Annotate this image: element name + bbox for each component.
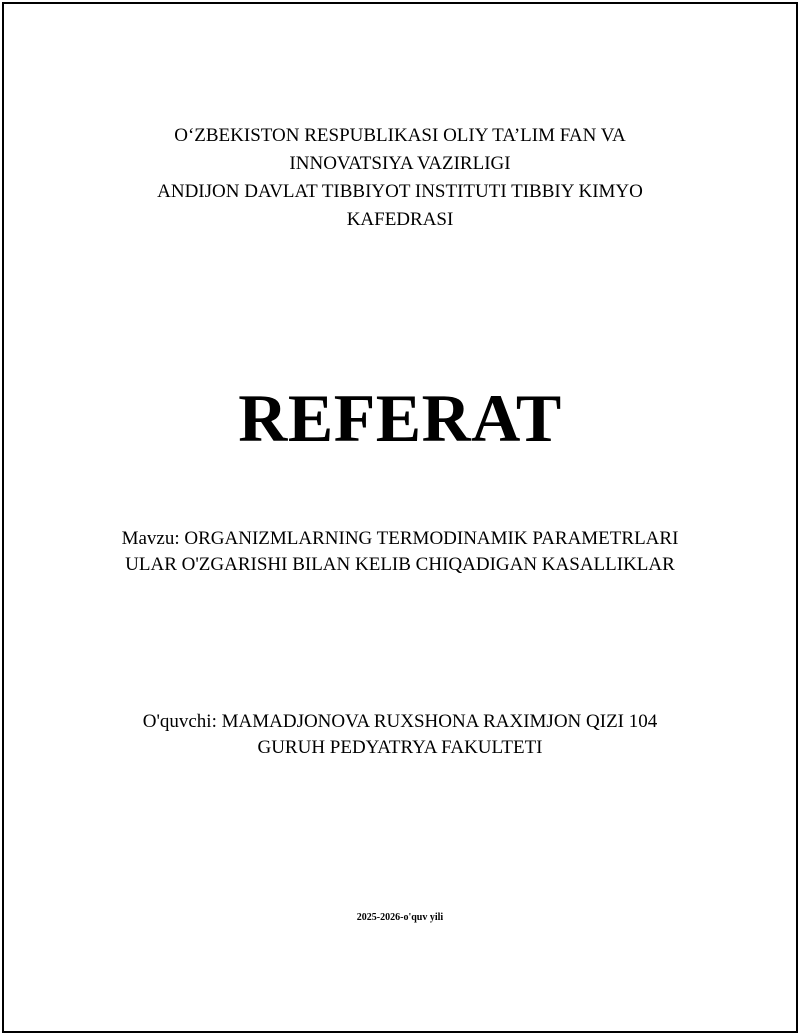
- document-title: REFERAT: [238, 380, 562, 456]
- institution-header: [0, 122, 800, 234]
- header-line: INNOVATSIYA VAZIRLIGI: [289, 153, 511, 174]
- header-line: O‘ZBEKISTON RESPUBLIKASI OLIY TA’LIM FAN VA: [174, 125, 626, 146]
- academic-year: 2025-2026-o'quv yili: [356, 912, 444, 923]
- topic-block: [0, 526, 800, 578]
- header-line: KAFEDRASI: [346, 209, 454, 230]
- topic-line: ULAR O'ZGARISHI BILAN KELIB CHIQADIGAN KASALLIKLAR: [125, 554, 675, 575]
- student-line: O'quvchi: MAMADJONOVA RUXSHONA RAXIMJON QIZI 104: [142, 711, 658, 732]
- student-line: GURUH PEDYATRYA FAKULTETI: [257, 737, 543, 758]
- header-line: ANDIJON DAVLAT TIBBIYOT INSTITUTI TIBBIY KIMYO: [157, 181, 643, 202]
- student-block: [0, 709, 800, 761]
- topic-line: Mavzu: ORGANIZMLARNING TERMODINAMIK PARAMETRLARI: [121, 528, 679, 549]
